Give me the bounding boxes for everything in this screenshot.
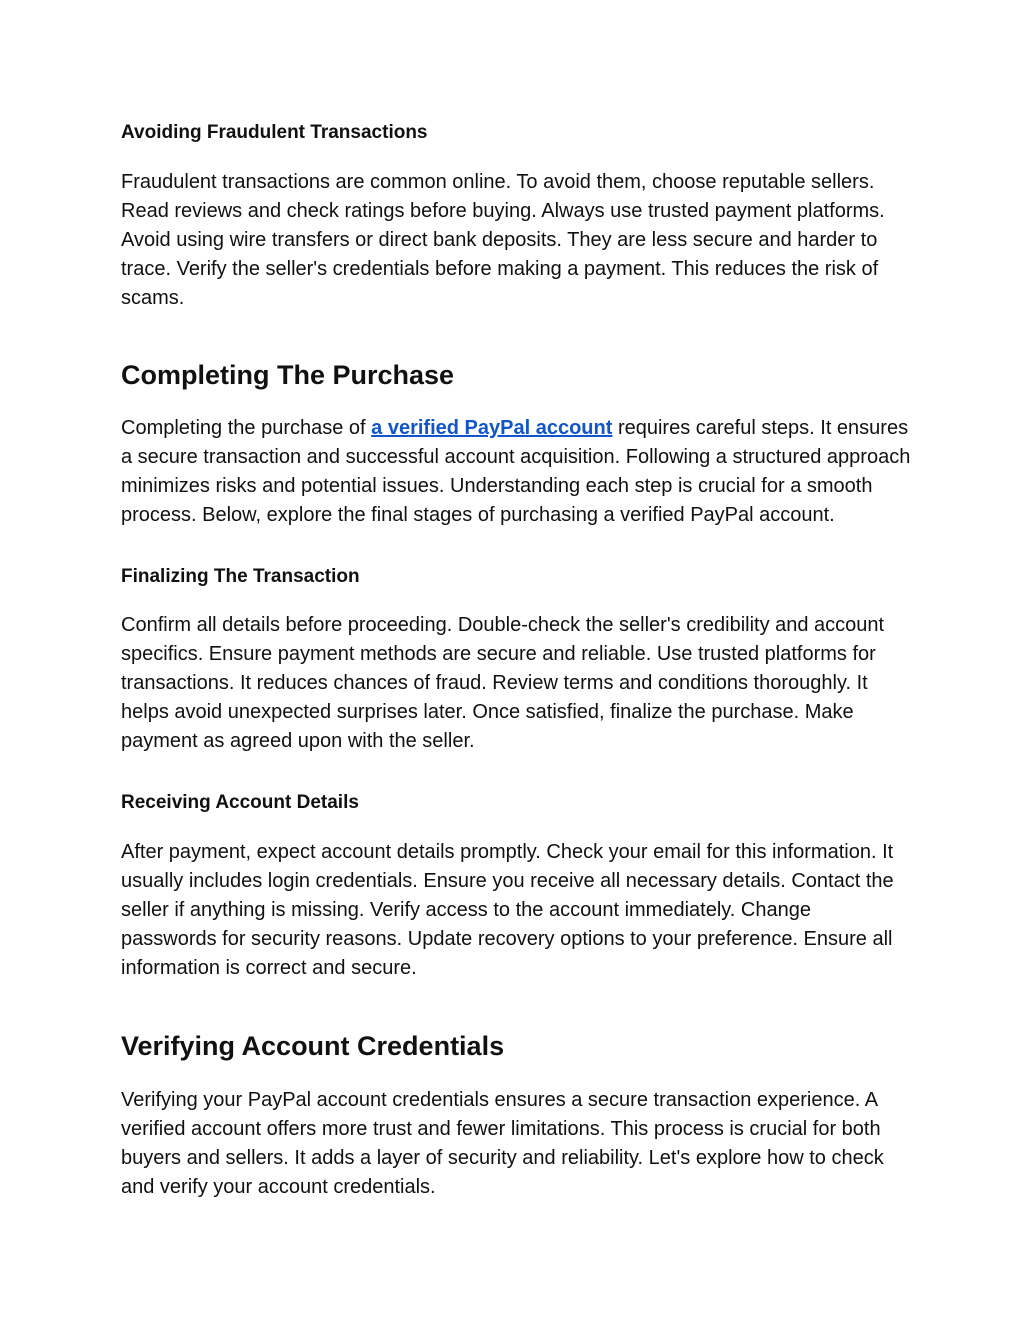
- paragraph-text-after-link: requires careful steps. It ensures a secure transaction and successful account acquisition. Following a structured approach minimizes risks and potential issues. Understanding each step is crucial for a smooth process. Below, explore the final stages of purchasing a verified PayPal account.: [121, 417, 911, 526]
- paragraph-finalizing-the-transaction: Confirm all details before proceeding. Double-check the seller's credibility and account specifics. Ensure payment methods are secure and reliable. Use trusted platforms for transactions. It reduces chances of fraud. Review terms and conditions thoroughly. It helps avoid unexpected surprises later. Once satisfied, finalize the purchase. Make payment as agreed upon with the seller.: [121, 614, 885, 752]
- paragraph-completing-the-purchase: [121, 414, 911, 530]
- document-content: [121, 119, 911, 1202]
- paragraph-avoiding-fraudulent-transactions: Fraudulent transactions are common online. To avoid them, choose reputable sellers. Read reviews and check ratings before buying. Always use trusted payment platforms. Avoid using wire transfers or direct bank deposits. They are less secure and harder to trace. Verify the seller's credentials before making a payment. This reduces the risk of scams.: [121, 171, 885, 309]
- verified-paypal-account-link[interactable]: a verified PayPal account: [371, 417, 613, 439]
- paragraph-receiving-account-details: After payment, expect account details promptly. Check your email for this information. It usually includes login credentials. Ensure you receive all necessary details. Contact the seller if anything is missing. Verify access to the account immediately. Change passwords for security reasons. Update recovery options to your preference. Ensure all information is correct and secure.: [121, 841, 894, 979]
- paragraph-text-before-link: Completing the purchase of: [121, 417, 372, 439]
- heading-finalizing-the-transaction: Finalizing The Transaction: [121, 566, 360, 587]
- heading-verifying-account-credentials: Verifying Account Credentials: [121, 1031, 505, 1061]
- heading-avoiding-fraudulent-transactions: Avoiding Fraudulent Transactions: [121, 122, 428, 143]
- heading-completing-the-purchase: Completing The Purchase: [121, 360, 455, 390]
- paragraph-verifying-account-credentials: Verifying your PayPal account credentials ensures a secure transaction experience. A verified account offers more trust and fewer limitations. This process is crucial for both buyers and sellers. It adds a layer of security and reliability. Let's explore how to check and verify your account credentials.: [121, 1089, 884, 1198]
- heading-receiving-account-details: Receiving Account Details: [121, 792, 359, 813]
